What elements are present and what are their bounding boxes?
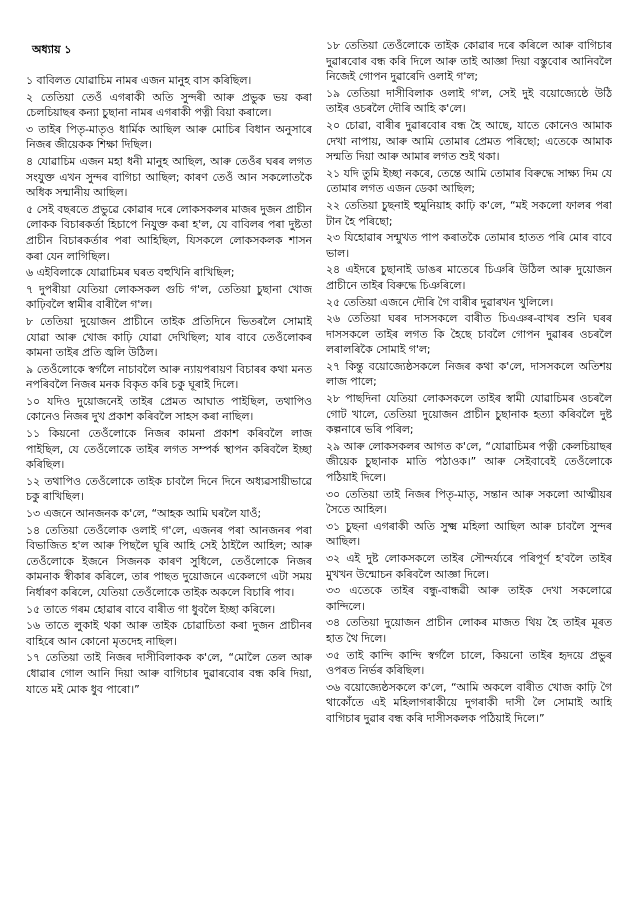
verse-16: ১৬ তাতে লুকাই থকা আৰু তাইক চোৱাচিতা কৰা দুজন প্ৰাচীনৰ বাহিৰে আন কোনো মৃতদেহ নাছিল। [26,619,312,648]
verse-33: ৩৩ এতেকে তাইৰ বন্ধু-বান্ধৱী আৰু তাইক দেখা সকলোৱে কান্দিলে। [326,584,612,613]
verse-15: ১৫ তাতে গৰম হোৱাৰ বাবে বাৰীত গা ধুবলৈ ইচ্ছা কৰিলে। [26,602,276,616]
verse-9: ৯ তেওঁলোকে স্বৰ্গলৈ নাচাবলৈ আৰু ন্যায়পৰায়ণ বিচাৰৰ কথা মনত নপৰিবলৈ নিজৰ মনক বিকৃত কৰি চকু ঘূৰাই দিলে। [26,362,312,392]
verse-18: ১৮ তেতিয়া তেওঁলোকে তাইক কোৱাৰ দৰে কৰিলে আৰু বাগিচাৰ দুৱাৰবোৰ বন্ধ কৰি দিলে আৰু তাই আজ্ঞা দিয়া বস্তুবোৰ আনিবলৈ নিজেই গোপন দুৱাৰেদি ওলাই গ'ল; [326,39,612,84]
verse-8: ৮ তেতিয়া দুয়োজন প্ৰাচীনে তাইক প্ৰতিদিনে ভিতৰলৈ সোমাই যোৱা আৰু খোজ কাঢ়ি যোৱা দেখিছিল; যাৰ বাবে তেওঁলোকৰ কামনা তাইৰ প্ৰতি জ্বলি উঠিল। [26,314,312,360]
verse-13: ১৩ এজনে আনজনক ক'লে, “আহক আমি ঘৰলৈ যাওঁ; [26,507,262,521]
right-column [326,38,612,892]
verse-26: ২৬ তেতিয়া ঘৰৰ দাসসকলে বাৰীত চিএঞৰ-বাখৰ শুনি ঘৰৰ দাসসকলে তাইৰ লগত কি হৈছে চাবলৈ গোপন দুৱাৰৰ ওচৰলৈ লৰালৰিকৈ সোমাই গ'ল; [326,312,612,357]
verse-2: ২ তেতিয়া তেওঁ এগৰাকী অতি সুন্দৰী আৰু প্ৰভুক ভয় কৰা চেলচিয়াছৰ কন্যা চুছানা নামৰ এগৰাকী পত্নী বিয়া কৰালে। [26,90,312,120]
verse-28: ২৮ পাছদিনা যেতিয়া লোকসকলে তাইৰ স্বামী যোৱাচিমৰ ওচৰলৈ গোট খালে, তেতিয়া দুয়োজন প্ৰাচীন চুছানাক হত্যা কৰিবলৈ দুষ্ট কল্পনাৰে ভৰি পৰিল; [326,392,612,437]
verse-22: ২২ তেতিয়া চুছনাই হুমুনিয়াহ কাঢ়ি ক'লে, “মই সকলো ফালৰ পৰা টান হৈ পৰিছো; [326,198,612,228]
verse-14: ১৪ তেতিয়া তেওঁলোক ওলাই গ'লে, এজনৰ পৰা আনজনৰ পৰা বিভাজিত হ'ল আৰু পিছলৈ ঘূৰি আহি সেই ঠাইলৈ আহিল; আৰু তেওঁলোকে ইজনে সিজনক কাৰণ সুধিলে, তেওঁলোকে নিজৰ কামনাক স্বীকাৰ কৰিলে, তাৰ পাছত দুয়োজনে একেলগে এটা সময় নিৰ্ধাৰণ কৰিলে, যেতিয়া তেওঁলোকে তাইক অকলে বিচাৰি পাব। [26,523,312,599]
verse-35: ৩৫ তাই কান্দি কান্দি স্বৰ্গলৈ চালে, কিয়নো তাইৰ হৃদয়ে প্ৰভুৰ ওপৰত নিৰ্ভৰ কৰিছিল। [326,648,612,678]
verse-20: ২০ চোৱা, বাৰীৰ দুৱাৰবোৰ বন্ধ হৈ আছে, যাতে কোনেও আমাক দেখা নাপায়, আৰু আমি তোমাৰ প্ৰেমত পৰিছো; এতেকে আমাক সন্মতি দিয়া আৰু আমাৰ লগত শুই থকা। [326,118,612,164]
verse-4: ৪ যোৱাচিম এজন মহা ধনী মানুহ আছিল, আৰু তেওঁৰ ঘৰৰ লগত সংযুক্ত এখন সুন্দৰ বাগিচা আছিল; কাৰণ তেওঁ আন সকলোতকৈ অধিক সন্মানীয় আছিল। [26,154,312,200]
verse-10: ১০ যদিও দুয়োজনেই তাইৰ প্ৰেমত আঘাত পাইছিল, তথাপিও কোনেও নিজৰ দুখ প্ৰকাশ কৰিবলৈ সাহস কৰা নাছিল। [26,394,312,424]
verse-34: ৩৪ তেতিয়া দুয়োজন প্ৰাচীন লোকৰ মাজত থিয় হৈ তাইৰ মূৰত হাত থৈ দিলে। [326,616,612,645]
verse-1: ১ বাবিলত যোৱাচিম নামৰ এজন মানুহ বাস কৰিছিল। [26,74,252,87]
verse-19: ১৯ তেতিয়া দাসীবিলাক ওলাই গ'ল, সেই দুই বয়োজ্যেষ্ঠে উঠি তাইৰ ওচৰলৈ দৌৰি আহি ক'লে। [326,86,612,116]
verse-32: ৩২ এই দুষ্ট লোকসকলে তাইৰ সৌন্দৰ্য্যৰে পৰিপূৰ্ণ হ'বলৈ তাইৰ মুখখন উন্মোচন কৰিবলৈ আজ্ঞা দিলে। [326,552,612,581]
chapter-title: অধ্যায় ১ [32,43,72,56]
verse-3: ৩ তাইৰ পিতৃ-মাতৃও ধাৰ্মিক আছিল আৰু মোচিৰ বিধান অনুসাৰে নিজৰ জীয়েকক শিক্ষা দিছিল। [26,122,312,152]
verse-23: ২৩ যিহোৱাৰ সন্মুখত পাপ কৰাতকৈ তোমাৰ হাতত পৰি মোৰ বাবে ভাল। [326,231,612,260]
verse-36: ৩৬ বয়োজ্যেষ্ঠসকলে ক'লে, “আমি অকলে বাৰীত খোজ কাঢ়ি গৈ থাকোঁতে এই মহিলাগৰাকীয়ে দুগৰাকী দাসী লৈ সোমাই আহি বাগিচাৰ দুৱাৰ বন্ধ কৰি দাসীসকলক পঠিয়াই দিলে।” [326,680,612,725]
two-column-layout [26,40,612,892]
verse-31: ৩১ চুছনা এগৰাকী অতি সুক্ষ্ম মহিলা আছিল আৰু চাবলৈ সুন্দৰ আছিল। [326,519,612,549]
verse-12: ১২ তথাপিও তেওঁলোকে তাইক চাবলৈ দিনে দিনে অধ্যৱসায়ীভাৱে চকু ৰাখিছিল। [26,474,312,504]
verse-29: ২৯ আৰু লোকসকলৰ আগত ক'লে, “যোৱাচিমৰ পত্নী কেলচিয়াছৰ জীয়েক চুছানাক মাতি পঠাওক।” আৰু সেইবাবেই তেওঁলোকে পঠিয়াই দিলে। [326,439,612,485]
left-column [26,40,312,892]
verse-7: ৭ দুপৰীয়া যেতিয়া লোকসকল গুচি গ'ল, তেতিয়া চুছানা খোজ কাঢ়িবলৈ স্বামীৰ বাৰীলৈ গ'ল। [26,282,312,312]
verse-21: ২১ যদি তুমি ইচ্ছা নকৰে, তেন্তে আমি তোমাৰ বিৰুদ্ধে সাক্ষ্য দিম যে তোমাৰ লগত এজন ডেকা আছিল; [326,166,612,196]
verse-24: ২৪ এইদৰে চুছানাই ডাঙৰ মাতেৰে চিঞৰি উঠিল আৰু দুয়োজন প্ৰাচীনে তাইৰ বিৰুদ্ধে চিঞৰিলে। [326,263,612,292]
verse-30: ৩০ তেতিয়া তাই নিজৰ পিতৃ-মাতৃ, সন্তান আৰু সকলো আত্মীয়ৰ সৈতে আহিল। [326,487,612,517]
verse-5: ৫ সেই বছৰতে প্ৰভুৱে কোৱাৰ দৰে লোকসকলৰ মাজৰ দুজন প্ৰাচীন লোকক বিচাৰকৰ্তা হিচাপে নিযুক্ত কৰা হ'ল, যে বাবিলৰ পৰা দুষ্টতা প্ৰাচীন বিচাৰকৰ্তাৰ পৰা আহিছিল, যিসকলে লোকসকলক শাসন কৰা যেন লাগিছিল। [26,202,312,263]
verse-17: ১৭ তেতিয়া তাই নিজৰ দাসীবিলাকক ক'লে, “মোলৈ তেল আৰু ধোৱাৰ গোল আনি দিয়া আৰু বাগিচাৰ দুৱাৰবোৰ বন্ধ কৰি দিয়া, যাতে মই মোক ধুব পাৰো।” [26,651,312,696]
verse-6: ৬ এইবিলাকে যোৱাচিমৰ ঘৰত বহুখিনি ৰাখিছিল; [26,266,235,280]
verse-25: ২৫ তেতিয়া এজনে দৌৰি গৈ বাৰীৰ দুৱাৰখন খুলিলে। [326,295,554,309]
verse-27: ২৭ কিন্তু বয়োজ্যেষ্ঠসকলে নিজৰ কথা ক'লে, দাসসকলে অতিশয় লাজ পালে; [326,359,612,389]
verse-11: ১১ কিয়নো তেওঁলোকে নিজৰ কামনা প্ৰকাশ কৰিবলৈ লাজ পাইছিল, যে তেওঁলোকে তাইৰ লগত সম্পৰ্ক স্থাপন কৰিবলৈ ইচ্ছা কৰিছিল। [26,427,312,472]
